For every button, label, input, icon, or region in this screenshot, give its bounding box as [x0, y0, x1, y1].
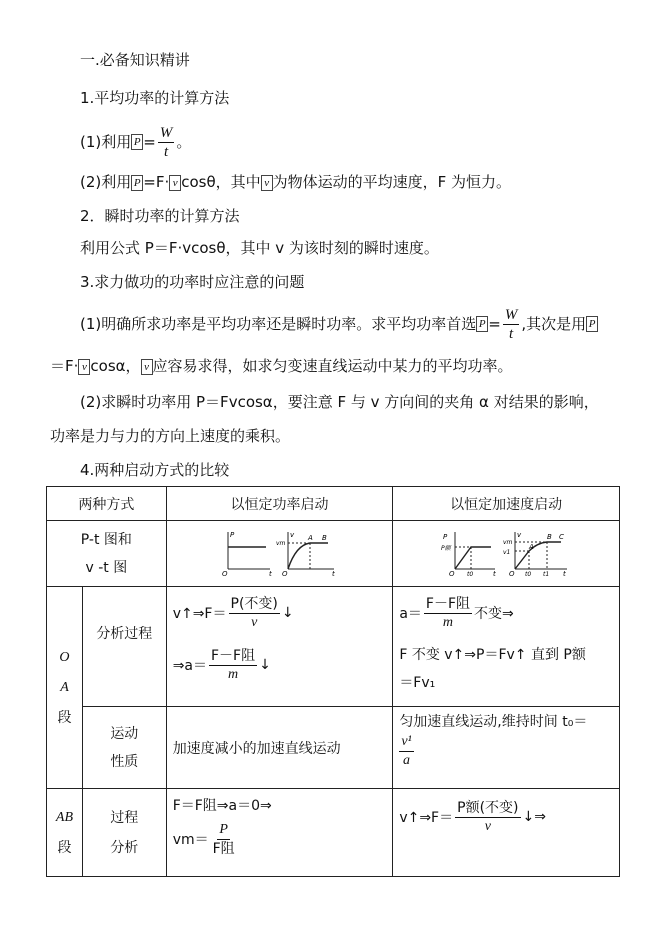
origin: O	[281, 569, 288, 578]
header-constant-power: 以恒定功率启动	[166, 487, 393, 521]
axis-v: v	[289, 530, 294, 539]
motion-label-line2: 性质	[110, 753, 139, 770]
fraction	[229, 595, 280, 632]
denominator: m	[442, 614, 454, 630]
text: ⇒a＝	[172, 658, 207, 674]
graphs-label-line2: v -t 图	[85, 559, 128, 576]
v-box: v	[141, 359, 153, 375]
text: cosθ，其中	[181, 173, 261, 191]
origin: O	[509, 569, 515, 578]
text: cosα，	[90, 357, 141, 375]
axis-t: t	[331, 569, 335, 578]
text: ＝F·	[50, 357, 79, 375]
text: v↑⇒F＝	[172, 606, 227, 622]
text: =F·	[143, 173, 170, 191]
ab-label-segment: 段	[57, 839, 72, 856]
denominator: F阻	[212, 840, 235, 857]
text: ↓	[259, 657, 271, 673]
oa-label-a: A	[60, 679, 69, 695]
point-a: A	[529, 542, 534, 551]
section3-title: 3.求力做功的功率时应注意的问题	[80, 273, 305, 291]
p-box: P	[131, 175, 143, 191]
label-p-rated: P额	[441, 544, 451, 552]
text: a＝	[399, 606, 422, 622]
oa-motion-constant-accel	[393, 707, 620, 789]
denominator: m	[227, 666, 239, 682]
constant-power-graphs	[166, 521, 393, 587]
fraction-w-t	[503, 306, 520, 343]
text: ↓	[281, 605, 294, 621]
axis-p: P	[229, 530, 234, 539]
text-row: ＝Fv₁	[399, 675, 436, 691]
equals: =	[488, 315, 501, 333]
p-box: P	[476, 316, 488, 332]
p-t-graph-constant-power	[228, 532, 270, 569]
numerator: W	[504, 306, 518, 323]
text: (1)明确所求功率是平均功率还是瞬时功率。求平均功率首选	[80, 315, 477, 333]
process-label-line2: 分析	[110, 839, 139, 856]
oa-motion-label	[82, 707, 166, 789]
oa-label-segment: 段	[57, 709, 72, 726]
oa-motion-constant-power: 加速度减小的加速直线运动	[166, 707, 393, 789]
formula-row	[173, 591, 387, 635]
formula-row	[399, 795, 613, 839]
v-box: v	[78, 359, 90, 375]
text: v↑⇒F＝	[399, 810, 454, 826]
s1-item1	[80, 122, 191, 162]
label-t0: t0	[525, 570, 532, 578]
oa-label-o: O	[59, 649, 70, 665]
oa-analysis-constant-accel	[393, 587, 620, 707]
comparison-table	[46, 486, 620, 877]
oa-segment-label	[47, 587, 83, 789]
process-label-line1: 过程	[110, 809, 139, 826]
constant-accel-graphs	[393, 521, 620, 587]
section1-title: 1.平均功率的计算方法	[80, 89, 230, 107]
fraction-w-t	[158, 124, 175, 161]
point-c: C	[559, 532, 565, 541]
axis-t: t	[563, 569, 566, 578]
text: ↓⇒	[522, 809, 546, 825]
axis-p: P	[443, 532, 448, 541]
ab-constant-accel	[393, 789, 620, 877]
numerator: P(不变)	[230, 595, 278, 612]
numerator: v¹	[399, 733, 413, 752]
text: ,其次是用	[521, 315, 587, 333]
axis-v: v	[517, 530, 522, 539]
v-box: v	[261, 175, 273, 191]
constant-accel-graphs-svg	[441, 529, 571, 579]
numerator: W	[159, 124, 173, 141]
p-t-graph-constant-accel	[455, 532, 495, 569]
s1-item2	[80, 172, 511, 192]
axis-t: t	[268, 569, 272, 578]
s3-p1-line2	[50, 356, 513, 376]
section2-title: 2．瞬时功率的计算方法	[80, 207, 240, 225]
constant-power-graphs-svg	[220, 529, 340, 579]
oa-analysis-label: 分析过程	[82, 587, 166, 707]
text-row: F 不变 v↑⇒P＝Fv↑ 直到 P额	[399, 647, 586, 663]
label-t0: t0	[467, 570, 474, 578]
ab-process-label	[82, 789, 166, 877]
origin: O	[221, 569, 228, 578]
text-row: 匀加速直线运动,维持时间 t₀＝	[399, 714, 588, 730]
p-box: P	[586, 316, 598, 332]
fraction	[455, 799, 520, 836]
fraction	[211, 821, 237, 858]
denominator: v	[484, 818, 491, 834]
ab-label: AB	[55, 809, 74, 825]
formula-row	[173, 641, 387, 689]
section-heading: 一.必备知识精讲	[80, 51, 190, 69]
denominator: a	[403, 753, 411, 768]
label-t1: t1	[543, 570, 550, 578]
formula-row	[399, 591, 613, 635]
point-b: B	[321, 533, 327, 542]
s1-item1-prefix: (1)利用	[80, 133, 132, 151]
origin: O	[449, 569, 455, 578]
point-b: B	[547, 532, 552, 541]
s3-p2-line2: 功率是力与力的方向上速度的乘积。	[50, 427, 291, 445]
section2-text: 利用公式 P＝F·vcosθ，其中 v 为该时刻的瞬时速度。	[80, 239, 439, 257]
p-box: P	[131, 134, 143, 150]
ab-segment-label	[47, 789, 83, 877]
formula-row	[173, 817, 387, 861]
denominator: t	[509, 325, 514, 342]
fraction	[424, 595, 472, 632]
numerator: F－F阻	[425, 595, 471, 612]
numerator: F－F阻	[211, 647, 256, 664]
text: 为物体运动的平均速度，F 为恒力。	[272, 173, 512, 191]
denominator: t	[163, 143, 169, 160]
motion-label-line1: 运动	[110, 725, 139, 742]
label-v1: v1	[503, 548, 511, 556]
header-constant-accel: 以恒定加速度启动	[393, 487, 620, 521]
equals: =	[143, 133, 156, 151]
label-vm: vm	[503, 538, 513, 546]
numerator: P	[217, 821, 230, 840]
axis-t: t	[493, 569, 496, 578]
s3-p1-line1	[80, 304, 598, 344]
text: vm＝	[172, 832, 209, 848]
fraction	[209, 647, 257, 684]
graphs-label-line1: P-t 图和	[80, 531, 132, 548]
s3-p2-line1: (2)求瞬时功率用 P＝Fvcosα，要注意 F 与 v 方向间的夹角 α 对结果的影响，	[80, 393, 599, 411]
point-a: A	[307, 533, 313, 542]
oa-analysis-constant-power	[166, 587, 393, 707]
text-row: F＝F阻⇒a＝0⇒	[172, 798, 272, 814]
denominator: v	[251, 614, 258, 630]
numerator: P额(不变)	[457, 799, 519, 816]
section4-title: 4.两种启动方式的比较	[80, 461, 230, 479]
header-methods: 两种方式	[47, 487, 167, 521]
v-box: v	[169, 175, 181, 191]
text: 应容易求得，如求匀变速直线运动中某力的平均功率。	[152, 357, 513, 375]
graphs-label	[47, 521, 167, 587]
text: 不变⇒	[474, 606, 514, 622]
s1-item2-prefix: (2)利用	[80, 173, 132, 191]
ab-constant-power	[166, 789, 393, 877]
period: 。	[176, 133, 192, 151]
fraction	[399, 733, 413, 770]
label-vm: vm	[275, 539, 285, 547]
